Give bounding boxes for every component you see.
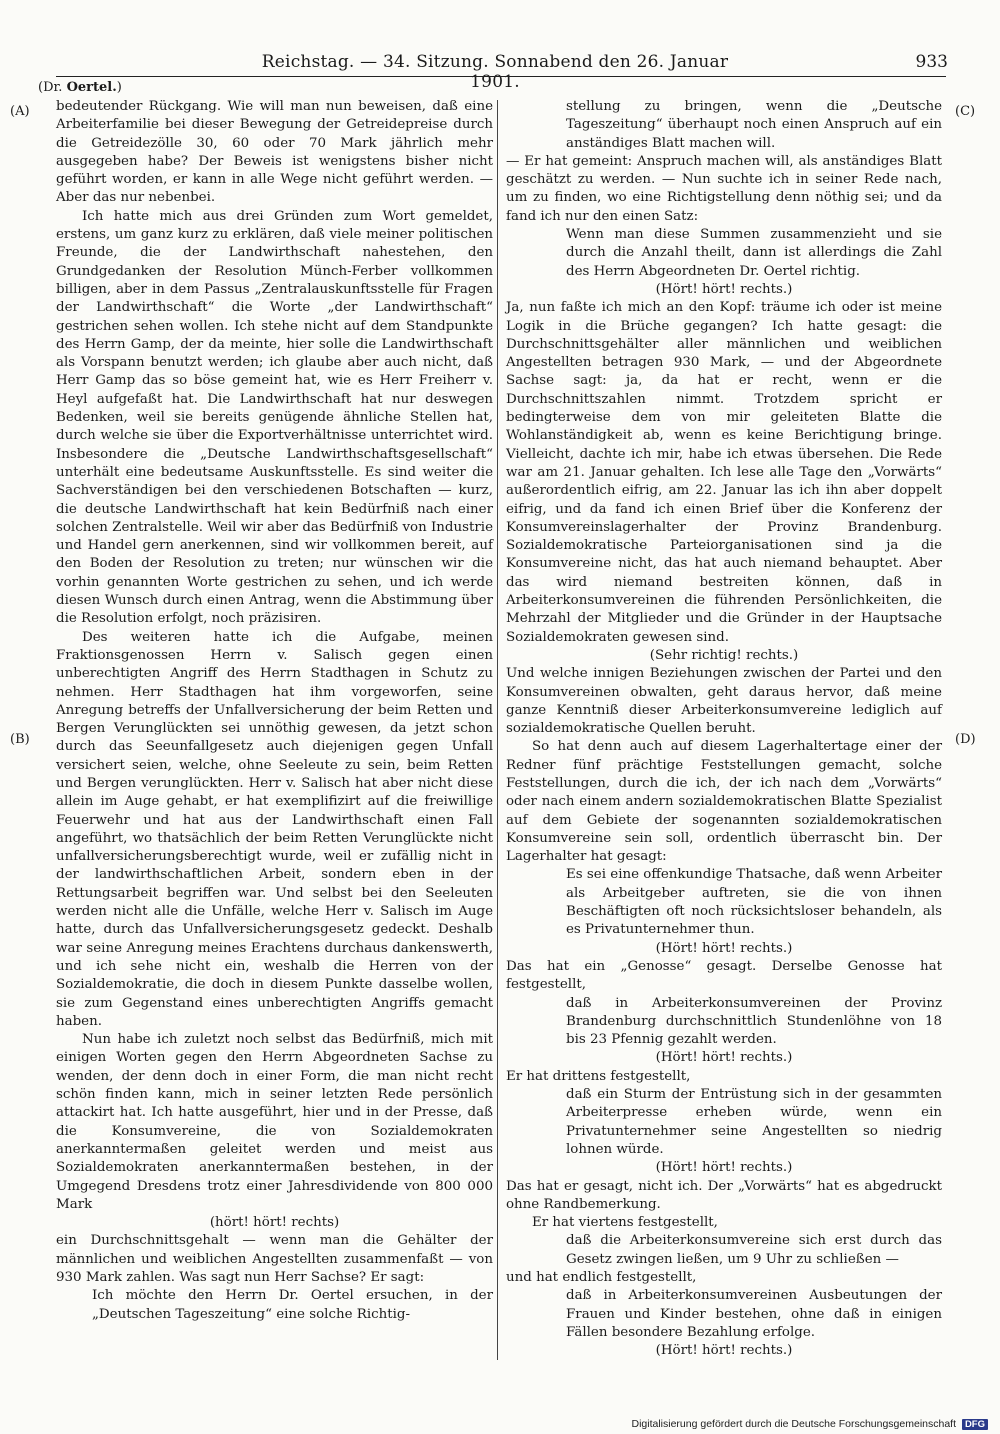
quoted-paragraph: stellung zu bringen, wenn die „Deutsche Tageszeitung“ überhaupt noch einen Anspruch auf ein anständiges Blatt machen will. [566,99,942,151]
running-title: Reichstag. — 34. Sitzung. Sonnabend den 26. Januar 1901. [261,52,729,92]
header-rule [56,76,946,77]
dfg-logo: DFG [962,1419,988,1430]
quoted-paragraph: daß in Arbeiterkonsumvereinen Ausbeutungen der Frauen und Kinder bestehen, ohne daß in einigen Fällen besondere Bezahlung erfolge. [566,1288,942,1340]
footer-text: Digitalisierung gefördert durch die Deutsche Forschungsgemeinschaft [631,1418,957,1430]
interjection: (Hört! hört! rechts.) [655,1050,793,1066]
quoted-paragraph: daß in Arbeiterkonsumvereinen der Provinz Brandenburg durchschnittlich Stundenlöhne von 18 bis 23 Pfennig gezahlt werden. [566,995,942,1048]
page-number: 933 [915,52,948,72]
margin-mark-c: (C) [955,104,976,119]
quoted-paragraph: Wenn man diese Summen zusammenzieht und sie durch die Anzahl theilt, dann ist allerdings die Zahl des Herrn Abgeordneten Dr. Oertel richtig. [566,227,942,279]
interjection: (Hört! hört! rechts.) [655,940,793,956]
margin-mark-d: (D) [955,732,976,747]
interjection: (Sehr richtig! rechts.) [649,647,799,663]
speaker-label [38,80,122,95]
paragraph: Das hat ein „Genosse“ gesagt. Derselbe Genosse hat festgestellt, [506,958,942,993]
quoted-paragraph: daß ein Sturm der Entrüstung sich in der gesammten Arbeiterpresse erheben würde, wenn ein Privatunternehmer seine Angestellten so niedrig lohnen würde. [566,1087,942,1157]
paragraph: Ja, nun faßte ich mich an den Kopf: träume ich oder ist meine Logik in die Brüche gegangen? Ich hatte gesagt: die Durchschnittsgehälter aller männlichen und weiblichen Angestellten betragen 930 Mark, — und der Abgeordnete Sachse sagt: ja, da hat er recht, wenn er die Durchschnittszahlen nimmt. Trotzdem spricht er bedingterweise dem von mir geleiteten Blatte die Wohlanständigkeit ab, wenn es keine Berichtigung bringe. Vielleicht, dachte ich mir, habe ich etwas übersehen. Die Rede war am 21. Januar gehalten. Ich lese alle Tage den „Vorwärts“ außerordentlich eifrig, am 22. Januar las ich ihn aber doppelt eifrig, und da fand ich einen Brief über die Konferenz der Konsumvereinslagerhalter der Provinz Brandenburg. Sozialdemokratische Parteiorganisationen sind ja die Konsumvereine nicht, das hat auch niemand behauptet. Aber das wird niemand bestreiten können, daß in Arbeiterkonsumvereinen die führenden Persönlichkeiten, die Mehrzahl der Mitglieder und die Gründer in der Hauptsache Sozialdemokraten gewesen sind. [506,300,942,645]
paragraph: und hat endlich festgestellt, [506,1270,697,1285]
column-divider [497,100,498,1360]
speaker-prefix: (Dr. [38,80,63,95]
paragraph: bedeutender Rückgang. Wie will man nun beweisen, daß eine Arbeiterfamilie bei dieser Bewegung der Getreidepreise durch die Getreidezölle 30, 60 oder 70 Mark jährlich mehr ausgegeben habe? Der Beweis ist wenigstens bisher nicht geführt worden, er kann in alle Wege nicht geführt werden. — Aber das nur nebenbei. [56,99,493,206]
left-column [56,98,493,1324]
paragraph: Er hat drittens festgestellt, [506,1068,691,1084]
paragraph: Ich hatte mich aus drei Gründen zum Wort gemeldet, erstens, um ganz kurz zu erklären, daß viele meiner politischen Freunde, die der Landwirthschaft nahestehen, den Grundgedanken der Resolution Münch-Ferber vollkommen billigen, aber in dem Passus „Zentralauskunftsstelle für Fragen der Landwirthschaft“ die Worte „der Landwirthschaft“ gestrichen sehen wollen. Ich stehe nicht auf dem Standpunkte des Herrn Gamp, der da meinte, hier solle die Landwirthschaft als Vorspann benutzt werden; ich glaube aber auch nicht, daß Herr Gamp das so böse gemeint hat, wie es Herr Freiherr v. Heyl aufgefaßt hat. Die Landwirthschaft hat nur deswegen Bedenken, weil sie bereits genügende ähnliche Stellen hat, durch welche sie über die Exportverhältnisse unterrichtet wird. Insbesondere die „Deutsche Landwirthschaftsgesellschaft“ unterhält eine bedeutsame Auskunftsstelle. Es sind weiter die Sachverständigen bei den verschiedenen Botschaften — kurz, die deutsche Landwirthschaft hat kein Bedürfniß nach einer solchen Zentralstelle. Weil wir aber das Bedürfniß von Industrie und Handel gern anerkennen, sind wir vollkommen bereit, auf den Boden der Resolution zu treten; nur wünschen wir die vorhin genannten Worte gestrichen zu sehen, und ich werde diesen Wunsch durch einen Antrag, wenn die Abstimmung über die Resolution erfolgt, noch präzisiren. [56,208,493,627]
speaker-name: Oertel. [66,80,117,95]
quoted-paragraph: Es sei eine offenkundige Thatsache, daß wenn Arbeiter als Arbeitgeber auftreten, sie die von ihnen Beschäftigten oft noch rücksichtsloser behandeln, als es Privatunternehmer thun. [566,867,942,938]
paragraph: Des weiteren hatte ich die Aufgabe, meinen Fraktionsgenossen Herrn v. Salisch gegen einen unberechtigten Angriff des Herrn Stadthagen in Schutz zu nehmen. Herr Stadthagen hat ihm vorgeworfen, seine Anregung betreffs der Unfallversicherung der beim Retten und Bergen Verunglückten sei unnöthig gewesen, da jetzt schon durch das Seeunfallgesetz auch diejenigen gegen Unfall versichert seien, welche, ohne Seeleute zu sein, beim Retten und Bergen verunglückten. Herr v. Salisch hat aber nicht diese allein im Auge gehabt, er hat exemplifizirt auf die freiwillige Feuerwehr und hat aus der Landwirthschaft einen Fall angeführt, wo thatsächlich der beim Retten Verunglückte nicht unfallversicherungsberechtigt wurde, weil er zufällig nicht in der landwirthschaftlichen Arbeit, sondern eben in der Rettungsarbeit begriffen war. Und selbst bei den Seeleuten werden nicht alle die Unfälle, welche Herr v. Salisch im Auge hatte, durch das Unfallversicherungsgesetz gedeckt. Deshalb war seine Anregung meines Erachtens durchaus dankenswerth, und ich sehe nicht ein, weshalb die Herren von der Sozialdemokratie, die doch in diesem Punkte dasselbe wollen, sie zum Gegenstand eines unberechtigten Angriffs gemacht haben. [56,629,493,1029]
interjection: (Hört! hört! rechts.) [655,1343,793,1359]
interjection: (hört! hört! rechts) [209,1215,340,1231]
paragraph: — Er hat gemeint: Anspruch machen will, als anständiges Blatt geschätzt zu werden. — Nun suchte ich in seiner Rede nach, um zu finden, wo eine Richtigstellung denn nöthig sei; und da fand ich nur den einen Satz: [506,153,942,224]
margin-mark-b: (B) [10,732,30,747]
paragraph: Er hat viertens festgestellt, [532,1215,718,1231]
paragraph: So hat denn auch auf diesem Lagerhaltertage einer der Redner fünf prächtige Feststellungen gemacht, solche Feststellungen, durch die ich, der ich nach dem „Vorwärts“ oder nach einem andern sozialdemokratischen Blatte Spezialist auf dem Gebiete der sogenannten sozialdemokratischen Konsumvereine sein soll, ordentlich überrascht bin. Der Lagerhalter hat gesagt: [506,739,942,865]
interjection: (Hört! hört! rechts.) [655,1160,793,1176]
paragraph: Und welche innigen Beziehungen zwischen der Partei und den Konsumvereinen obwalten, geht daraus hervor, daß meine ganze Kenntniß dieser Arbeiterkonsumvereine lediglich auf sozialdemokratische Quellen beruht. [506,666,942,737]
footer-credit [632,1418,989,1430]
paragraph: Nun habe ich zuletzt noch selbst das Bedürfniß, mich mit einigen Worten gegen den Herrn Abgeordneten Sachse zu wenden, der denn doch in einer Form, die man nicht recht schön finden kann, mich in seiner letzten Rede persönlich attackirt hat. Ich hatte ausgeführt, hier und in der Presse, daß die Konsumvereine, die von Sozialdemokraten anerkanntermaßen geleitet werden und meist aus Sozialdemokraten anerkanntermaßen bestehen, in der Umgegend Dresdens trotz einer Jahresdividende von 800 000 Mark [56,1032,493,1212]
right-column [506,98,942,1360]
speaker-suffix: ) [116,80,122,95]
quoted-paragraph: daß die Arbeiterkonsumvereine sich erst durch das Gesetz zwingen ließen, um 9 Uhr zu schließen — [566,1233,942,1267]
margin-mark-a: (A) [10,104,30,119]
interjection: (Hört! hört! rechts.) [655,281,793,297]
quoted-paragraph: Ich möchte den Herrn Dr. Oertel ersuchen, in der „Deutschen Tageszeitung“ eine solche Richtig- [92,1288,493,1322]
paragraph: Das hat er gesagt, nicht ich. Der „Vorwärts“ hat es abgedruckt ohne Randbemerkung. [506,1178,942,1212]
paragraph: ein Durchschnittsgehalt — wenn man die Gehälter der männlichen und weiblichen Angestellten zusammenfaßt — von 930 Mark zahlen. Was sagt nun Herr Sachse? Er sagt: [56,1233,493,1285]
